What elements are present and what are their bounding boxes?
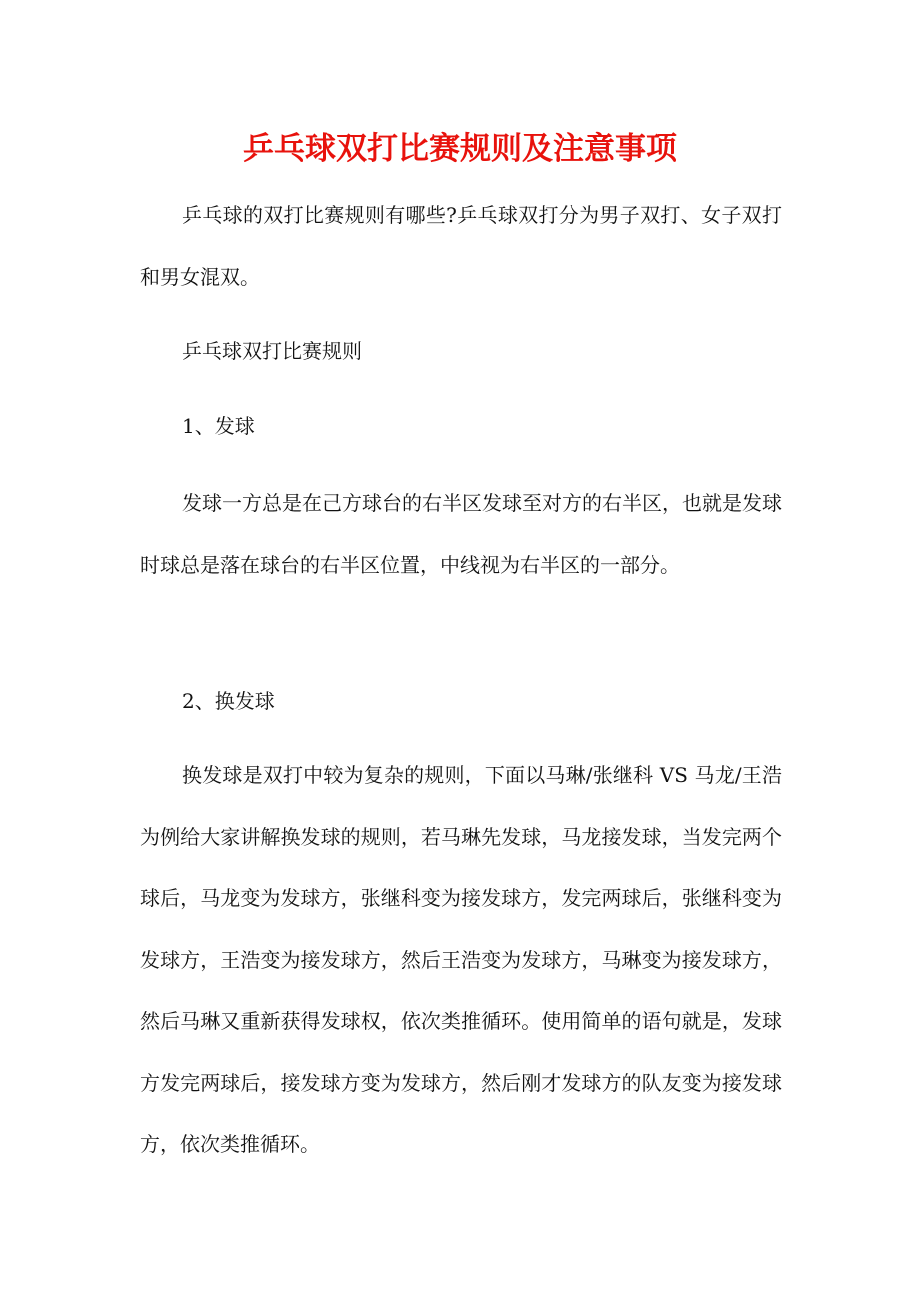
subheading-serve: 1、发球 <box>182 414 255 438</box>
intro-paragraph: 乒乓球的双打比赛规则有哪些?乒乓球双打分为男子双打、女子双打和男女混双。 <box>140 203 782 289</box>
serve-paragraph: 发球一方总是在己方球台的右半区发球至对方的右半区，也就是发球时球总是落在球台的右半区位置，中线视为右半区的一部分。 <box>140 491 782 577</box>
document-title: 乒乓球双打比赛规则及注意事项 <box>243 131 677 167</box>
subheading-change-serve: 2、换发球 <box>182 689 275 713</box>
section-heading-rules: 乒乓球双打比赛规则 <box>182 339 362 363</box>
change-serve-paragraph: 换发球是双打中较为复杂的规则，下面以马琳/张继科 VS 马龙/王浩为例给大家讲解换发球的规则，若马琳先发球，马龙接发球，当发完两个球后，马龙变为发球方，张继科变为接发球方，发完两球后，张继科变为发球方，王浩变为接发球方，然后王浩变为发球方，马琳变为接发球方，然后马琳又重新获得发球权，依次类推循环。使用简单的语句就是，发球方发完两球后，接发球方变为发球方，然后刚才发球方的队友变为接发球方，依次类推循环。 <box>140 763 782 1156</box>
